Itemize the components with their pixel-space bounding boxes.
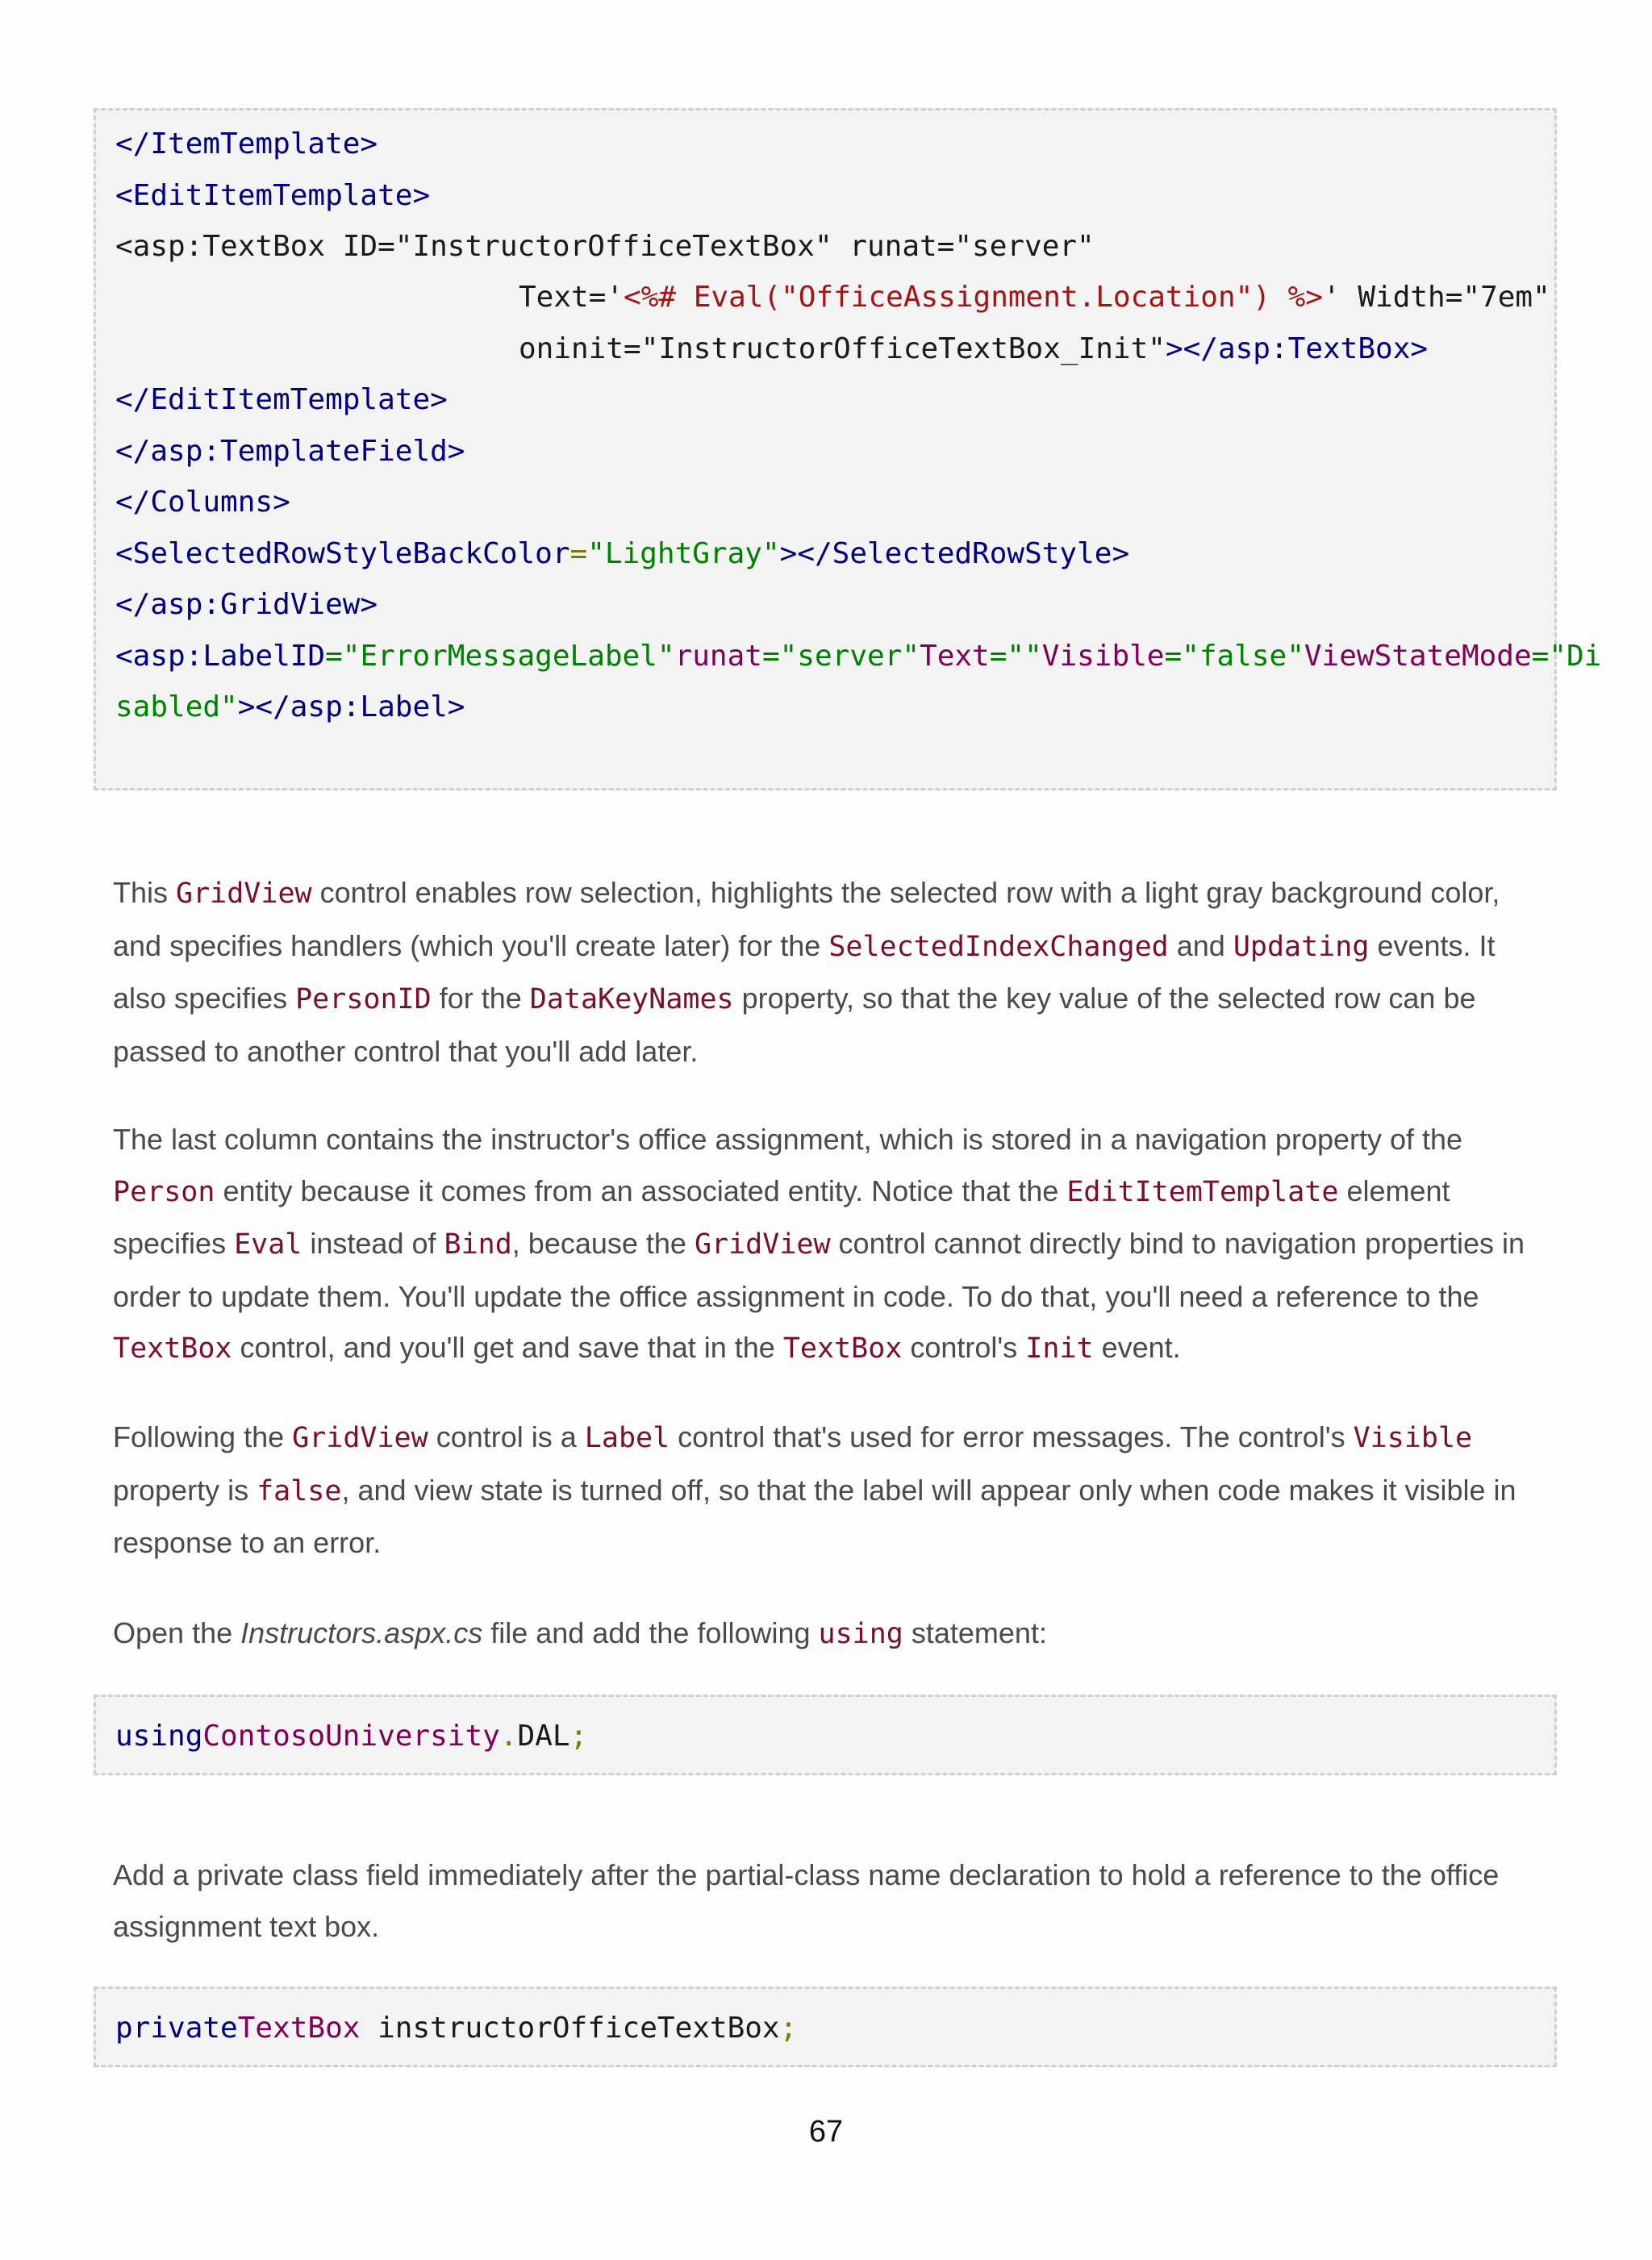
text: control that's used for error messages. The control's	[670, 1420, 1354, 1453]
code-token: </asp:TemplateField>	[115, 435, 465, 468]
code-token: =	[569, 537, 588, 570]
code-line	[115, 2003, 797, 2054]
code-line	[115, 631, 1601, 682]
code-token: TextBox	[237, 2012, 361, 2045]
code-token: ;	[779, 2012, 798, 2045]
text: events. It also specifies	[113, 928, 1496, 1015]
code-token: ></asp:Label>	[237, 690, 465, 723]
code-line	[115, 579, 378, 631]
text: and	[1168, 928, 1233, 962]
code-token: ;	[569, 1720, 588, 1753]
code-token: oninit="InstructorOfficeTextBox_Init"	[519, 332, 1166, 365]
text: property is	[113, 1473, 257, 1507]
code-line	[519, 323, 1428, 375]
code-token: Visible	[1041, 640, 1165, 673]
code-token: using	[115, 1720, 203, 1753]
code-token: "LightGray"	[587, 537, 780, 570]
inline-code: SelectedIndexChanged	[828, 930, 1169, 963]
code-line	[115, 374, 448, 426]
code-line	[115, 426, 465, 477]
inline-code: Init	[1025, 1332, 1094, 1366]
code-token: ></asp:TextBox>	[1165, 332, 1429, 365]
text: This	[113, 876, 177, 909]
text: , and view state is turned off, so that the label will appear only when code makes it visible in response to an error.	[113, 1473, 1516, 1560]
code-token: </asp:GridView>	[115, 588, 378, 621]
code-token: </Columns>	[115, 486, 290, 519]
inline-code: Bind	[444, 1228, 512, 1261]
code-token: sabled"	[115, 690, 238, 723]
code-token: ="Di	[1531, 640, 1602, 673]
code-line	[115, 682, 465, 733]
code-token: instructorOfficeTextBox	[360, 2012, 780, 2045]
code-line	[115, 1711, 587, 1762]
code-block-field	[94, 1987, 1557, 2067]
file-name: Instructors.aspx.cs	[240, 1616, 483, 1649]
text: Add a private class field immediately after the partial-class name declaration to hold a reference to the office assignment text box.	[113, 1858, 1500, 1943]
inline-code: Updating	[1233, 930, 1370, 963]
text: The last column contains the instructor's office assignment, which is stored in a navigation property of the	[113, 1123, 1463, 1156]
code-token: <EditItemTemplate>	[115, 179, 431, 212]
code-line	[115, 119, 378, 170]
code-block-using	[94, 1695, 1557, 1775]
text: control enables row selection, highlights the selected row with a light gray background color, and specifies handlers (which you'll create later) for the	[113, 876, 1500, 962]
code-token: =""	[989, 640, 1042, 673]
text: , because the	[511, 1227, 695, 1261]
inline-code: Visible	[1353, 1422, 1473, 1454]
code-token: runat	[674, 640, 762, 673]
code-token: DAL	[517, 1720, 570, 1753]
text: Open the	[113, 1616, 241, 1649]
code-line	[115, 528, 1129, 580]
code-token: <asp:LabelID	[115, 640, 326, 673]
code-line	[115, 221, 1095, 273]
inline-code: false	[257, 1474, 342, 1507]
code-token: ViewStateMode	[1304, 640, 1532, 673]
code-line	[115, 170, 430, 222]
inline-code: Eval	[234, 1228, 302, 1261]
code-token: ContosoUniversity	[202, 1720, 500, 1753]
inline-code: PersonID	[295, 983, 432, 1016]
code-token: Text='	[519, 281, 624, 314]
inline-code: GridView	[292, 1422, 428, 1454]
text: for the	[431, 982, 530, 1015]
code-token: ="ErrorMessageLabel"	[325, 640, 675, 673]
inline-code: using	[818, 1618, 903, 1650]
code-token: ="false"	[1164, 640, 1304, 673]
paragraph-open-file	[113, 1607, 1549, 1661]
code-token: .	[499, 1720, 518, 1753]
text: element specifies	[113, 1174, 1450, 1261]
code-token: <SelectedRowStyleBackColor	[115, 537, 570, 570]
text: Following the	[113, 1420, 293, 1453]
text: property, so that the key value of the selected row can be passed to another control that you'll add later.	[113, 982, 1476, 1068]
inline-code: GridView	[694, 1228, 831, 1261]
code-block-markup	[94, 108, 1602, 790]
code-line	[115, 477, 290, 528]
text: control is a	[428, 1420, 585, 1453]
code-token: <%# Eval("OfficeAssignment.Location") %>	[624, 281, 1323, 314]
text: control cannot directly bind to navigation properties in order to update them. You'll update the office assignment in code. To do that, you'll need a reference to the	[113, 1227, 1525, 1313]
text: control, and you'll get and save that in the	[232, 1331, 783, 1365]
text: file and add the following	[482, 1616, 819, 1649]
paragraph-office-column	[113, 1114, 1549, 1375]
paragraph-label-description	[113, 1411, 1549, 1569]
paragraph-gridview-description	[113, 867, 1549, 1077]
code-token: ></SelectedRowStyle>	[779, 537, 1130, 570]
inline-code: Person	[113, 1175, 215, 1208]
code-token: ' Width="7em"	[1323, 281, 1550, 314]
page-number: 67	[808, 2115, 844, 2149]
code-line	[519, 272, 1550, 323]
text: event.	[1093, 1331, 1181, 1365]
code-token: private	[115, 2012, 238, 2045]
text: control's	[902, 1331, 1026, 1365]
inline-code: TextBox	[782, 1332, 903, 1366]
paragraph-private-field	[113, 1849, 1549, 1952]
code-token: </ItemTemplate>	[115, 127, 378, 161]
code-token: </EditItemTemplate>	[115, 383, 448, 416]
inline-code: GridView	[176, 878, 312, 910]
inline-code: EditItemTemplate	[1066, 1175, 1339, 1208]
text: entity because it comes from an associated entity. Notice that the	[215, 1174, 1067, 1207]
code-token: Text	[920, 640, 990, 673]
inline-code: DataKeyNames	[529, 983, 734, 1016]
text: statement:	[903, 1616, 1047, 1649]
code-token: <asp:TextBox ID="InstructorOfficeTextBox" runat="server"	[115, 230, 1095, 263]
text: instead of	[302, 1227, 444, 1261]
code-token: ="server"	[761, 640, 920, 673]
inline-code: Label	[584, 1422, 670, 1454]
inline-code: TextBox	[113, 1332, 232, 1366]
